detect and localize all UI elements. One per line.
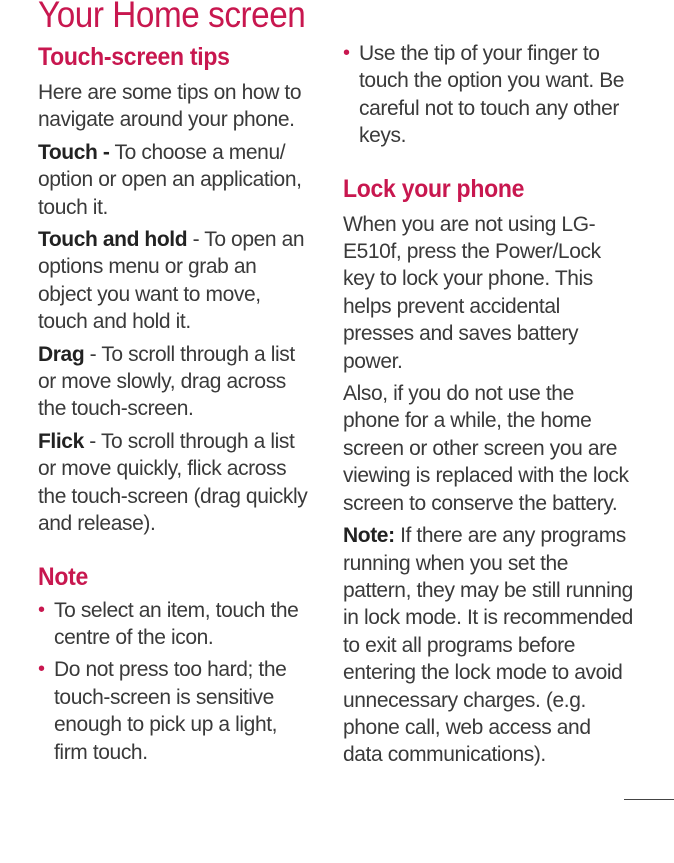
tip-touch: [38, 139, 313, 221]
bullet-text: To select an item, touch the centre of the icon.: [54, 598, 299, 649]
touch-tips-intro: Here are some tips on how to navigate around your phone.: [38, 81, 302, 132]
tip-term: Touch and hold: [38, 228, 188, 252]
note-heading: Note: [38, 562, 89, 591]
tip-term: Drag: [38, 342, 85, 366]
bullet-icon: •: [38, 598, 45, 621]
note-text: If there are any programs running when you set the pattern, they may be still running in lock mode. It is recommended to exit all programs before entering the lock mode to avoid unnecessary charges. (e.g. phone call, web access and data communications).: [343, 524, 633, 767]
left-column: [38, 40, 313, 766]
lock-phone-heading: Lock your phone: [343, 174, 525, 203]
tip-text: - To scroll through a list or move quickly, flick across the touch-screen (drag quickly and release).: [38, 429, 308, 536]
bullet-text: Use the tip of your finger to touch the option you want. Be careful not to touch any other keys.: [359, 42, 625, 148]
bullet-icon: •: [38, 658, 45, 681]
bullet-icon: •: [343, 42, 350, 64]
bullet-text: Do not press too hard; the touch-screen is sensitive enough to pick up a light, firm touch.: [54, 658, 287, 764]
tip-text: To choose a menu/ option or open an application, touch it.: [38, 140, 302, 219]
tip-text: - To scroll through a list or move slowly, drag across the touch-screen.: [38, 342, 295, 421]
note-bullet-list: [38, 597, 313, 766]
tip-text: - To open an options menu or grab an object you want to move, touch and hold it.: [38, 228, 305, 334]
page-title: Your Home screen: [38, 0, 306, 35]
lock-note: [343, 522, 633, 769]
note-term: Note:: [343, 524, 395, 548]
tip-drag: [38, 341, 313, 423]
list-item: [38, 656, 313, 766]
note-bullet-list-continued: [343, 40, 633, 150]
list-item: [343, 40, 633, 150]
right-column: [343, 40, 633, 769]
tip-flick: [38, 428, 313, 538]
tip-touch-and-hold: [38, 226, 313, 336]
tip-term: Flick: [38, 429, 84, 453]
lock-paragraph: When you are not using LG-E510f, press the Power/Lock key to lock your phone. This helps prevent accidental presses and saves battery power.: [343, 212, 601, 373]
touch-tips-heading: Touch-screen tips: [38, 43, 230, 71]
footer-rule: [624, 799, 674, 800]
lock-paragraph: Also, if you do not use the phone for a while, the home screen or other screen you are viewing is replaced with the lock screen to conserve the battery.: [343, 382, 629, 515]
tip-term: Touch -: [38, 140, 110, 164]
list-item: [38, 597, 313, 652]
